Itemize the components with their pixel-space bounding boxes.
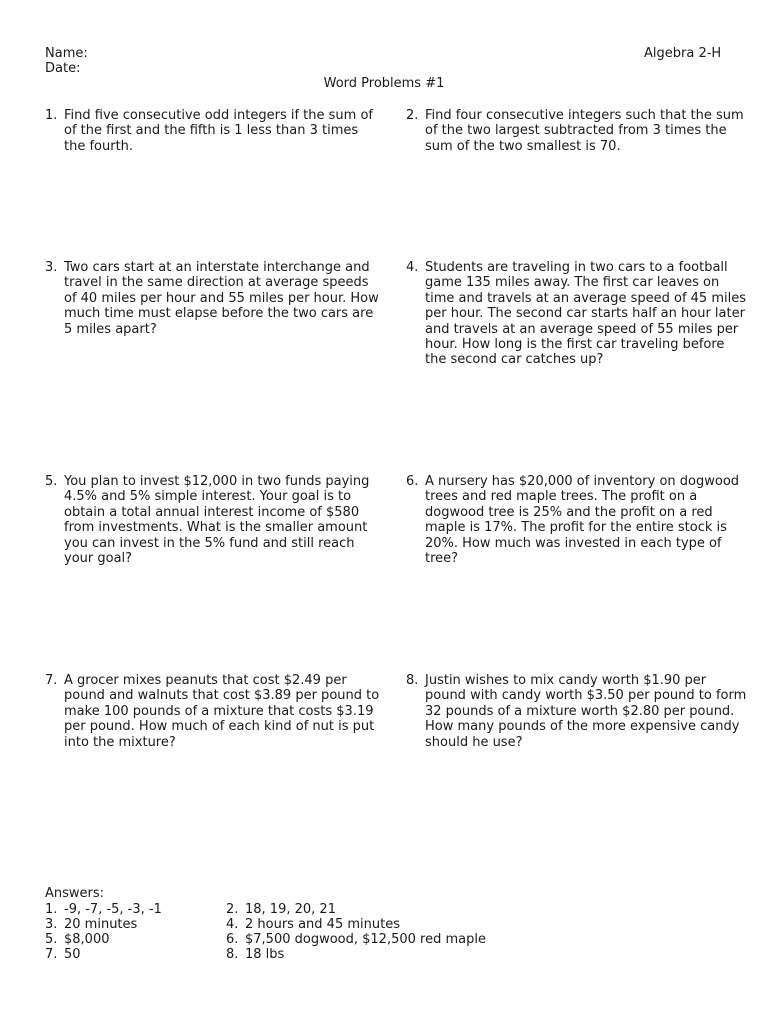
problem-text: Find four consecutive integers such that the sum of the two largest subtracted from 3 times the sum of the two smallest is 70. — [425, 108, 744, 154]
answer-5 — [45, 932, 110, 947]
answer-number: 7. — [45, 947, 58, 962]
problem-number: 6. — [406, 474, 419, 489]
problem-number: 4. — [406, 260, 419, 275]
problem-7 — [45, 673, 380, 750]
answer-8 — [226, 947, 284, 962]
answer-6 — [226, 932, 486, 947]
problem-text: Justin wishes to mix candy worth $1.90 per pound with candy worth $3.50 per pound to form 32 pounds of a mixture worth $2.80 per pound. How many pounds of the more expensive candy should he use? — [425, 673, 747, 750]
problem-text: Two cars start at an interstate interchange and travel in the same direction at average speeds of 40 miles per hour and 55 miles per hour. How much time must elapse before the two cars are 5 miles apart? — [64, 260, 379, 337]
name-label: Name: — [45, 46, 88, 61]
answer-number: 3. — [45, 917, 58, 932]
problem-text: You plan to invest $12,000 in two funds paying 4.5% and 5% simple interest. Your goal is to obtain a total annual interest income of $580 from investments. What is the smaller amount you can invest in the 5% fund and still reach your goal? — [64, 474, 370, 567]
problem-text: Students are traveling in two cars to a football game 135 miles away. The first car leaves on time and travels at an average speed of 45 miles per hour. The second car starts half an hour later and travels at an average speed of 55 miles per hour. How long is the first car traveling before the second car catches up? — [425, 260, 746, 368]
answer-number: 6. — [226, 932, 239, 947]
answers-heading: Answers: — [45, 886, 105, 901]
problem-number: 8. — [406, 673, 419, 688]
problem-text: A nursery has $20,000 of inventory on dogwood trees and red maple trees. The profit on a dogwood tree is 25% and the profit on a red maple is 17%. The profit for the entire stock is 20%. How much was invested in each type of tree? — [425, 474, 740, 567]
answer-number: 4. — [226, 917, 239, 932]
problem-5 — [45, 474, 380, 566]
answer-4 — [226, 917, 400, 932]
problem-2 — [406, 108, 748, 154]
problem-text: A grocer mixes peanuts that cost $2.49 per pound and walnuts that cost $3.89 per pound to make 100 pounds of a mixture that costs $3.19 per pound. How much of each kind of nut is put into the mixture? — [64, 673, 380, 750]
problem-number: 3. — [45, 260, 58, 275]
problem-text: Find five consecutive odd integers if the sum of of the first and the fifth is 1 less than 3 times the fourth. — [64, 108, 373, 154]
course-label: Algebra 2-H — [644, 46, 722, 61]
answer-number: 8. — [226, 947, 239, 962]
answer-text: $8,000 — [64, 932, 110, 947]
answer-number: 5. — [45, 932, 58, 947]
answer-3 — [45, 917, 137, 932]
problem-number: 2. — [406, 108, 419, 123]
answer-number: 1. — [45, 902, 58, 917]
answer-text: 18, 19, 20, 21 — [245, 902, 336, 917]
answer-text: $7,500 dogwood, $12,500 red maple — [245, 932, 486, 947]
problem-number: 1. — [45, 108, 58, 123]
answer-text: 50 — [64, 947, 81, 962]
page-title: Word Problems #1 — [323, 76, 445, 91]
answer-text: 2 hours and 45 minutes — [245, 917, 400, 932]
answer-text: -9, -7, -5, -3, -1 — [64, 902, 162, 917]
answer-2 — [226, 902, 336, 917]
answer-1 — [45, 902, 162, 917]
answer-text: 18 lbs — [245, 947, 285, 962]
problem-number: 7. — [45, 673, 58, 688]
problem-6 — [406, 474, 748, 566]
problem-number: 5. — [45, 474, 58, 489]
problem-4 — [406, 260, 748, 368]
answer-number: 2. — [226, 902, 239, 917]
date-label: Date: — [45, 61, 81, 76]
answer-text: 20 minutes — [64, 917, 138, 932]
answer-7 — [45, 947, 81, 962]
problem-8 — [406, 673, 748, 750]
problem-3 — [45, 260, 380, 337]
problem-1 — [45, 108, 380, 154]
